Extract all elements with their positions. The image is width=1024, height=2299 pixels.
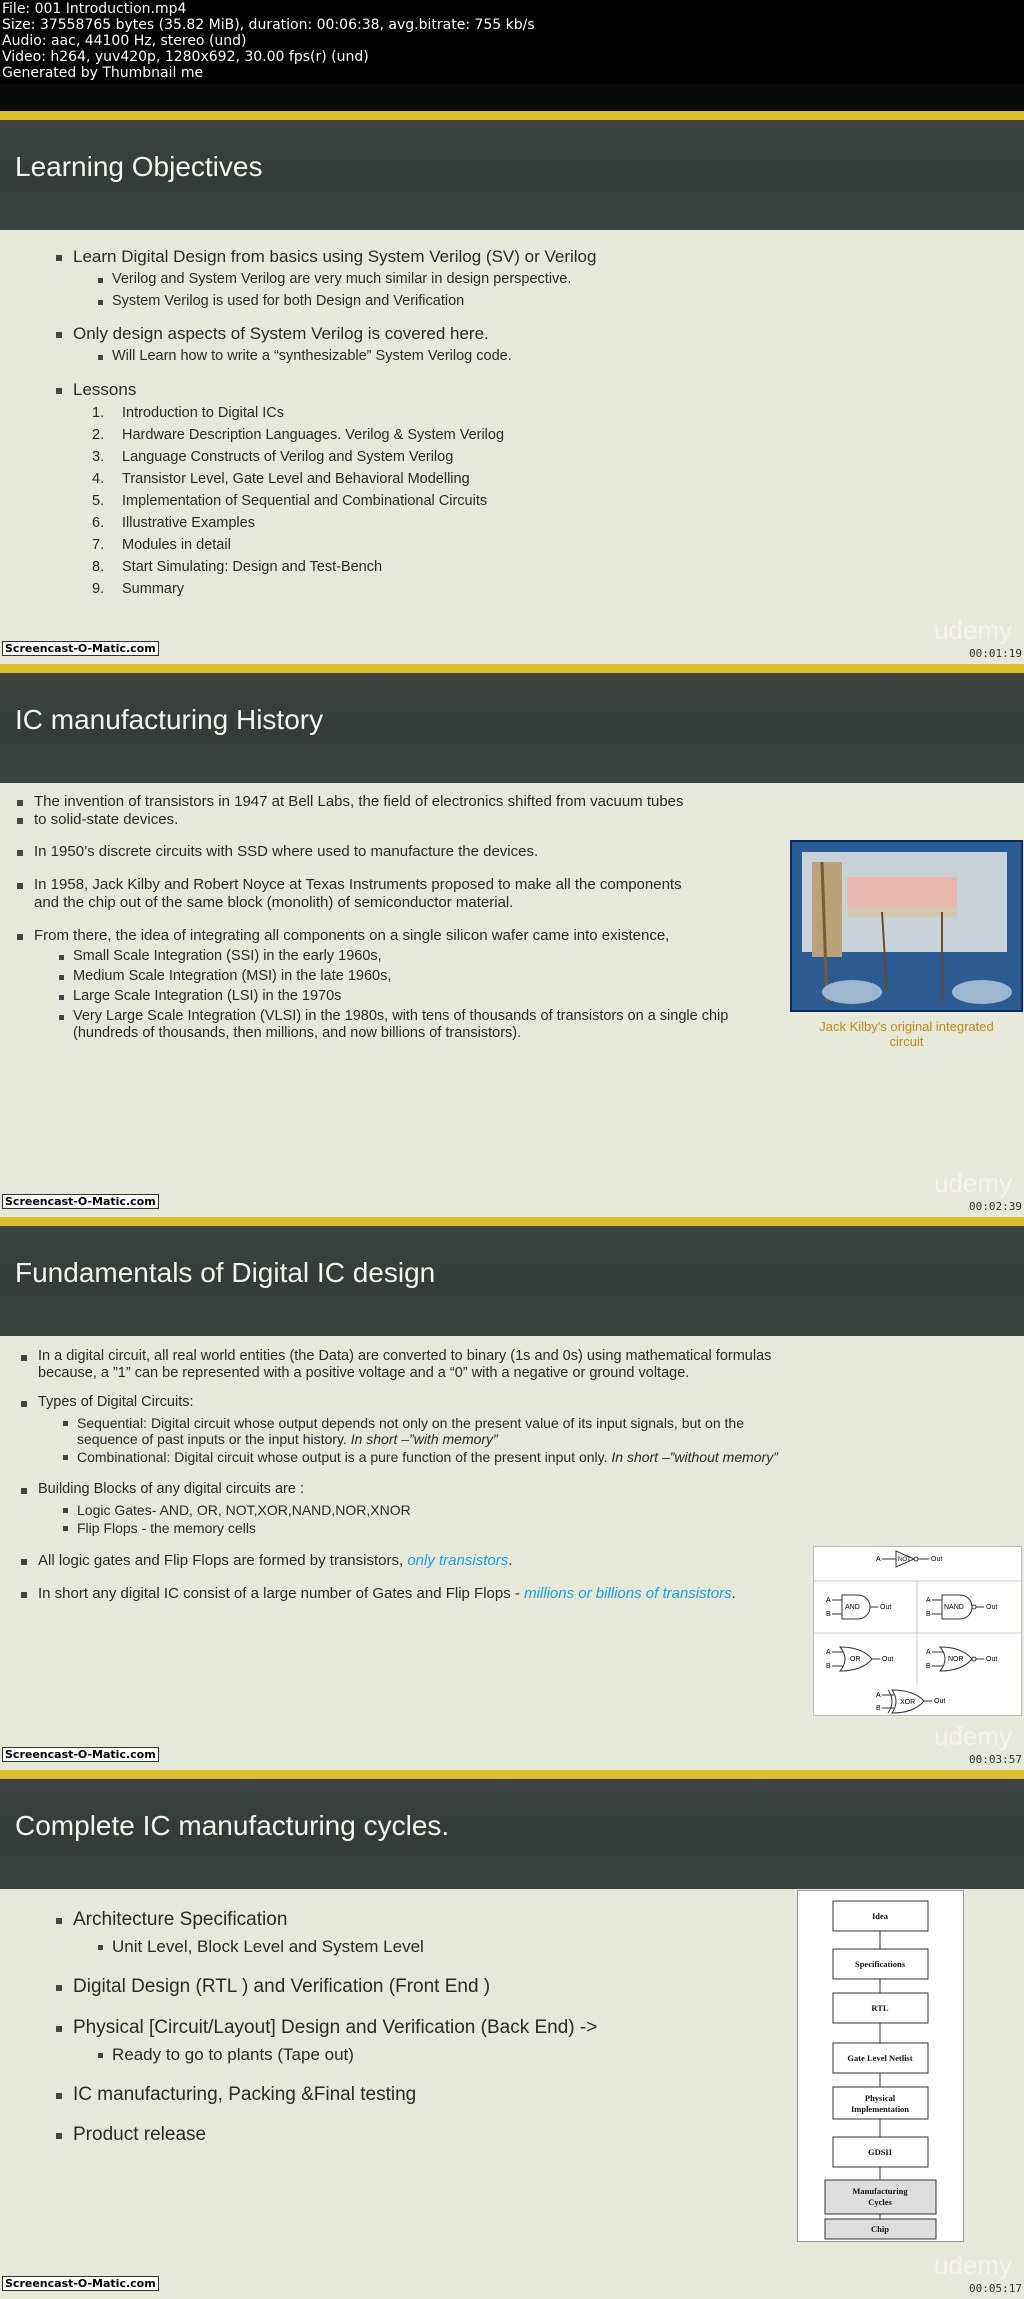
svg-text:Idea: Idea — [871, 1911, 889, 1921]
sub-bullet: Logic Gates- AND, OR, NOT,XOR,NAND,NOR,XNOR — [77, 1502, 411, 1518]
svg-text:OR: OR — [850, 1656, 861, 1663]
svg-text:B: B — [926, 1663, 931, 1670]
slide-title: Learning Objectives — [15, 151, 263, 182]
slide-ic-history — [0, 664, 1024, 1217]
bullet-continuation: to solid-state devices. — [34, 811, 179, 828]
bullet: Digital Design (RTL ) and Verification (Front End ) — [73, 1976, 491, 1997]
sub-bullet: Sequential: Digital circuit whose output depends not only on the present value of its input signals, but on the — [77, 1415, 744, 1431]
timecode: 00:05:17 — [969, 2282, 1022, 2295]
slide-content — [0, 230, 1024, 664]
slide-content — [0, 783, 1024, 1217]
sub-bullet-continuation: (hundreds of thousands, then millions, and now billions of transistors). — [73, 1025, 522, 1041]
bullet: Product release — [73, 2124, 207, 2145]
screencast-watermark: Screencast-O-Matic.com — [2, 2276, 159, 2291]
svg-text:Out: Out — [934, 1698, 946, 1705]
svg-text:A: A — [876, 1692, 881, 1699]
slide-title: IC manufacturing History — [15, 704, 324, 735]
svg-text:B: B — [826, 1663, 831, 1670]
sub-bullet: Medium Scale Integration (MSI) in the late 1960s, — [73, 968, 392, 984]
bullet: The invention of transistors in 1947 at Bell Labs, the field of electronics shifted from vacuum tubes — [34, 793, 684, 810]
lesson-item: 5. Implementation of Sequential and Combinational Circuits — [92, 493, 488, 509]
svg-text:Out: Out — [882, 1656, 894, 1663]
slide-title: Fundamentals of Digital IC design — [15, 1257, 436, 1288]
photo-caption: Jack Kilby's original integrated circuit — [819, 1019, 994, 1049]
generator-info-line: Generated by Thumbnail me — [2, 65, 204, 81]
size-info-line: Size: 37558765 bytes (35.82 MiB), duration: 00:06:38, avg.bitrate: 755 kb/s — [2, 17, 535, 33]
kilby-ic-photo — [790, 840, 1023, 1012]
timecode: 00:01:19 — [969, 647, 1022, 660]
lesson-item: 2. Hardware Description Languages. Verilog & System Verilog — [92, 427, 505, 443]
svg-text:A: A — [826, 1597, 831, 1604]
bullet: Lessons — [73, 380, 137, 399]
svg-text:GDSII: GDSII — [867, 2147, 893, 2157]
lesson-item: 6. Illustrative Examples — [92, 515, 255, 531]
kilby-ic-image — [792, 842, 1021, 1010]
highlight-text: millions or billions of transistors — [524, 1585, 732, 1602]
ic-flow-diagram — [798, 1891, 963, 2241]
gold-strip — [0, 1217, 1024, 1226]
svg-text:A: A — [926, 1597, 931, 1604]
logic-gates-diagram — [814, 1547, 1021, 1715]
svg-text:RTL: RTL — [871, 2003, 889, 2013]
svg-text:XOR: XOR — [900, 1699, 916, 1706]
audio-info-line: Audio: aac, 44100 Hz, stereo (und) — [2, 33, 247, 49]
bullet: Physical [Circuit/Layout] Design and Verification (Back End) -> — [73, 2017, 598, 2038]
screencast-watermark: Screencast-O-Matic.com — [2, 641, 159, 656]
svg-text:Cycles: Cycles — [868, 2197, 892, 2207]
highlight-text: only transistors — [407, 1552, 509, 1569]
bullet: Only design aspects of System Verilog is covered here. — [73, 324, 489, 343]
screencast-watermark: Screencast-O-Matic.com — [2, 1194, 159, 1209]
video-info-line: Video: h264, yuv420p, 1280x692, 30.00 fps(r) (und) — [2, 49, 369, 65]
udemy-logo: udemy — [933, 1721, 1012, 1751]
lesson-item: 9. Summary — [92, 581, 185, 597]
svg-text:B: B — [926, 1611, 931, 1618]
bullet: In a digital circuit, all real world entities (the Data) are converted to binary (1s and 0s) using mathematical formulas — [38, 1348, 772, 1364]
svg-text:A: A — [826, 1649, 831, 1656]
slide-title: Complete IC manufacturing cycles. — [15, 1810, 450, 1841]
file-info-header — [0, 0, 1024, 84]
svg-text:NOT: NOT — [898, 1557, 911, 1563]
sub-bullet: Will Learn how to write a “synthesizable” System Verilog code. — [112, 348, 512, 364]
gold-strip — [0, 1770, 1024, 1779]
svg-text:Chip: Chip — [871, 2224, 889, 2234]
svg-text:Out: Out — [931, 1556, 943, 1563]
slide-content — [0, 1889, 1024, 2299]
sub-bullet: Very Large Scale Integration (VLSI) in the 1980s, with tens of thousands of transistors on a single chip — [73, 1008, 729, 1024]
sub-bullet: System Verilog is used for both Design and Verification — [112, 293, 465, 309]
udemy-logo: udemy — [933, 2250, 1012, 2280]
bullet: In short any digital IC consist of a large number of Gates and Flip Flops - millions or billions of transistors. — [38, 1585, 736, 1602]
svg-text:NAND: NAND — [944, 1604, 964, 1611]
svg-text:B: B — [826, 1611, 831, 1618]
lesson-item: 4. Transistor Level, Gate Level and Behavioral Modelling — [92, 471, 470, 487]
svg-text:A: A — [926, 1649, 931, 1656]
svg-text:B: B — [876, 1705, 881, 1712]
slide-manufacturing-cycles — [0, 1770, 1024, 2299]
sub-bullet: Ready to go to plants (Tape out) — [112, 2045, 354, 2064]
slide-content — [0, 1336, 1024, 1770]
svg-text:Specifications: Specifications — [854, 1959, 906, 1969]
ic-flow-chart — [797, 1890, 964, 2242]
file-info-line: File: 001 Introduction.mp4 — [2, 1, 187, 17]
slide-fundamentals — [0, 1217, 1024, 1770]
sub-bullet: Combinational: Digital circuit whose output is a pure function of the present input only. In short –”without memory” — [77, 1449, 778, 1465]
sub-bullet: Large Scale Integration (LSI) in the 1970s — [73, 988, 342, 1004]
bullet: IC manufacturing, Packing &Final testing — [73, 2084, 417, 2105]
lesson-item: 1. Introduction to Digital ICs — [92, 405, 284, 421]
timecode: 00:03:57 — [969, 1753, 1022, 1766]
timecode: 00:02:39 — [969, 1200, 1022, 1213]
svg-text:NOR: NOR — [948, 1656, 964, 1663]
bullet: In 1950’s discrete circuits with SSD where used to manufacture the devices. — [34, 843, 539, 860]
svg-text:Out: Out — [986, 1604, 998, 1611]
svg-text:Out: Out — [880, 1604, 892, 1611]
screencast-watermark: Screencast-O-Matic.com — [2, 1747, 159, 1762]
svg-text:Gate Level Netlist: Gate Level Netlist — [847, 2053, 913, 2063]
bullet: Building Blocks of any digital circuits are : — [38, 1481, 304, 1497]
lesson-item: 3. Language Constructs of Verilog and System Verilog — [92, 449, 454, 465]
udemy-logo: udemy — [933, 615, 1012, 645]
bullet: All logic gates and Flip Flops are formed by transistors, only transistors. — [38, 1552, 513, 1569]
sub-bullet: Verilog and System Verilog are very much similar in design perspective. — [112, 271, 572, 287]
svg-text:Out: Out — [986, 1656, 998, 1663]
udemy-logo: udemy — [933, 1168, 1012, 1198]
sub-bullet: Small Scale Integration (SSI) in the early 1960s, — [73, 948, 382, 964]
bullet-continuation: and the chip out of the same block (monolith) of semiconductor material. — [34, 894, 514, 911]
lesson-item: 7. Modules in detail — [92, 537, 231, 553]
bullet-continuation: because, a ”1” can be represented with a positive voltage and a “0” with a negative or ground voltage. — [38, 1365, 690, 1381]
sub-bullet: Flip Flops - the memory cells — [77, 1520, 256, 1536]
svg-text:Implementation: Implementation — [850, 2104, 910, 2114]
lesson-item: 8. Start Simulating: Design and Test-Bench — [92, 559, 383, 575]
bullet: Architecture Specification — [73, 1909, 288, 1930]
sub-bullet: Unit Level, Block Level and System Level — [112, 1937, 424, 1956]
svg-text:A: A — [876, 1556, 881, 1563]
bullet: Learn Digital Design from basics using System Verilog (SV) or Verilog — [73, 247, 597, 266]
svg-text:Physical: Physical — [864, 2093, 896, 2103]
bullet: From there, the idea of integrating all components on a single silicon wafer came into existence, — [34, 927, 670, 944]
bullet: Types of Digital Circuits: — [38, 1394, 194, 1410]
logic-gates-figure — [813, 1546, 1022, 1716]
gold-strip — [0, 664, 1024, 673]
svg-text:Manufacturing: Manufacturing — [852, 2186, 908, 2196]
slide-learning-objectives — [0, 111, 1024, 664]
gold-strip — [0, 111, 1024, 120]
sub-bullet-continuation: sequence of past inputs or the input history. In short –”with memory” — [77, 1431, 498, 1447]
svg-text:AND: AND — [845, 1604, 860, 1611]
bullet: In 1958, Jack Kilby and Robert Noyce at Texas Instruments proposed to make all the components — [34, 876, 682, 893]
